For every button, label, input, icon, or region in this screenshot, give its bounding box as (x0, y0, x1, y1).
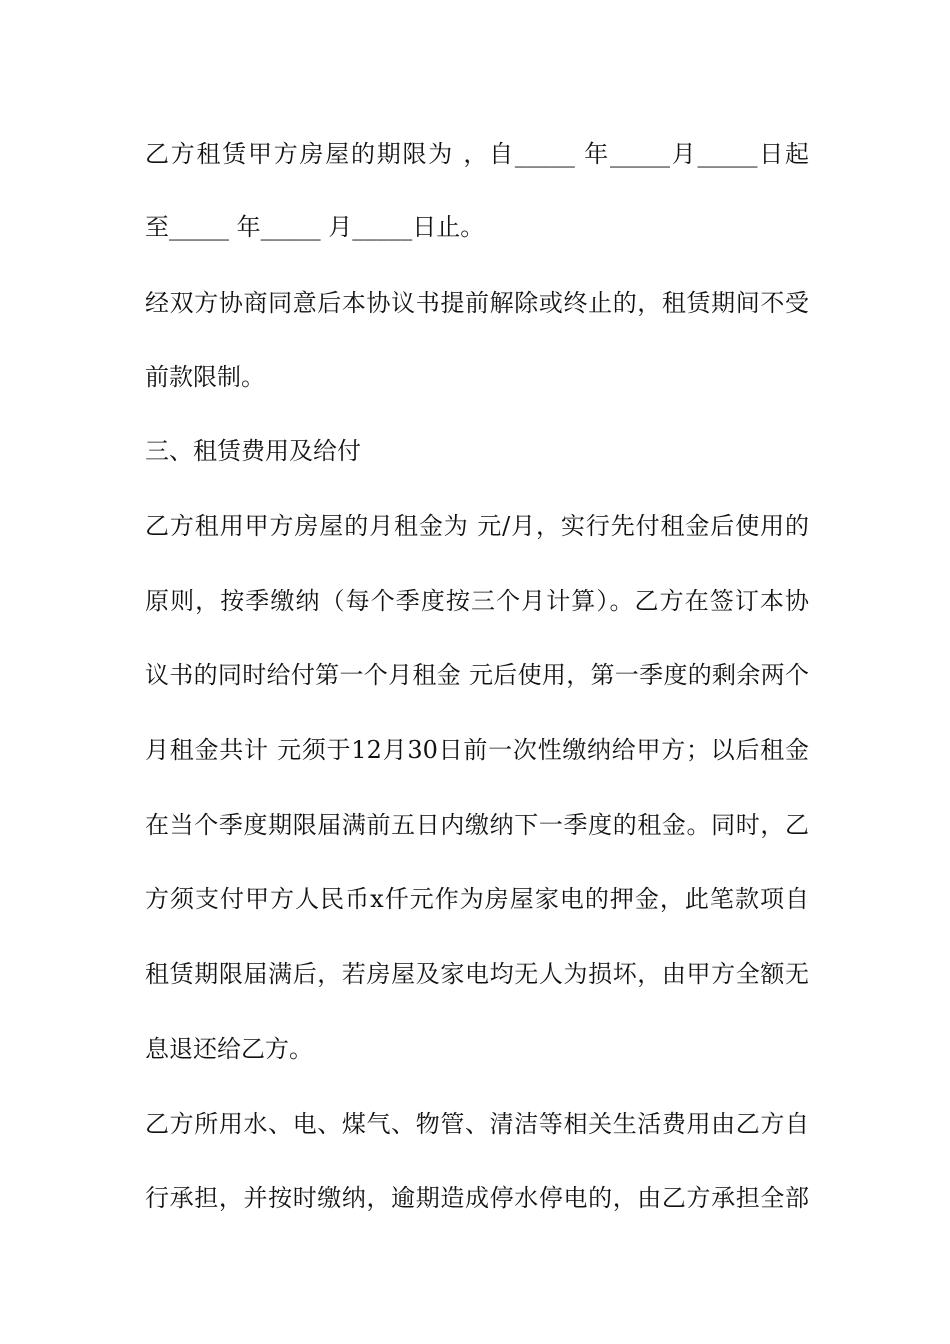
paragraph-lease-term-line-1: 乙方租赁甲方房屋的期限为 ，自_____ 年_____月_____日起 (145, 140, 809, 168)
paragraph-rent-line-3: 议书的同时给付第一个月租金 元后使用，第一季度的剩余两个 (145, 661, 809, 689)
paragraph-rent-line-7: 租赁期限届满后，若房屋及家电均无人为损坏，由甲方全额无 (145, 960, 809, 988)
paragraph-utilities-line-1: 乙方所用水、电、煤气、物管、清洁等相关生活费用由乙方自 (145, 1110, 809, 1138)
paragraph-utilities-line-2: 行承担，并按时缴纳，逾期造成停水停电的，由乙方承担全部 (145, 1184, 809, 1212)
section-heading-rent-payment: 三、租赁费用及给付 (145, 437, 361, 465)
paragraph-rent-line-2: 原则，按季缴纳（每个季度按三个月计算）。乙方在签订本协 (145, 587, 809, 615)
paragraph-early-termination-line-1: 经双方协商同意后本协议书提前解除或终止的，租赁期间不受 (145, 289, 809, 317)
paragraph-early-termination-line-2: 前款限制。 (145, 363, 265, 391)
paragraph-rent-line-5: 在当个季度期限届满前五日内缴纳下一季度的租金。同时，乙 (145, 811, 809, 839)
paragraph-lease-term-line-2: 至_____ 年_____ 月_____日止。 (145, 213, 485, 241)
paragraph-rent-line-1: 乙方租用甲方房屋的月租金为 元/月，实行先付租金后使用的 (145, 512, 809, 540)
paragraph-rent-line-4: 月租金共计 元须于12月30日前一次性缴纳给甲方；以后租金 (145, 736, 809, 764)
paragraph-rent-line-8: 息退还给乙方。 (145, 1035, 313, 1063)
paragraph-rent-line-6: 方须支付甲方人民币x仟元作为房屋家电的押金，此笔款项自 (145, 885, 809, 913)
